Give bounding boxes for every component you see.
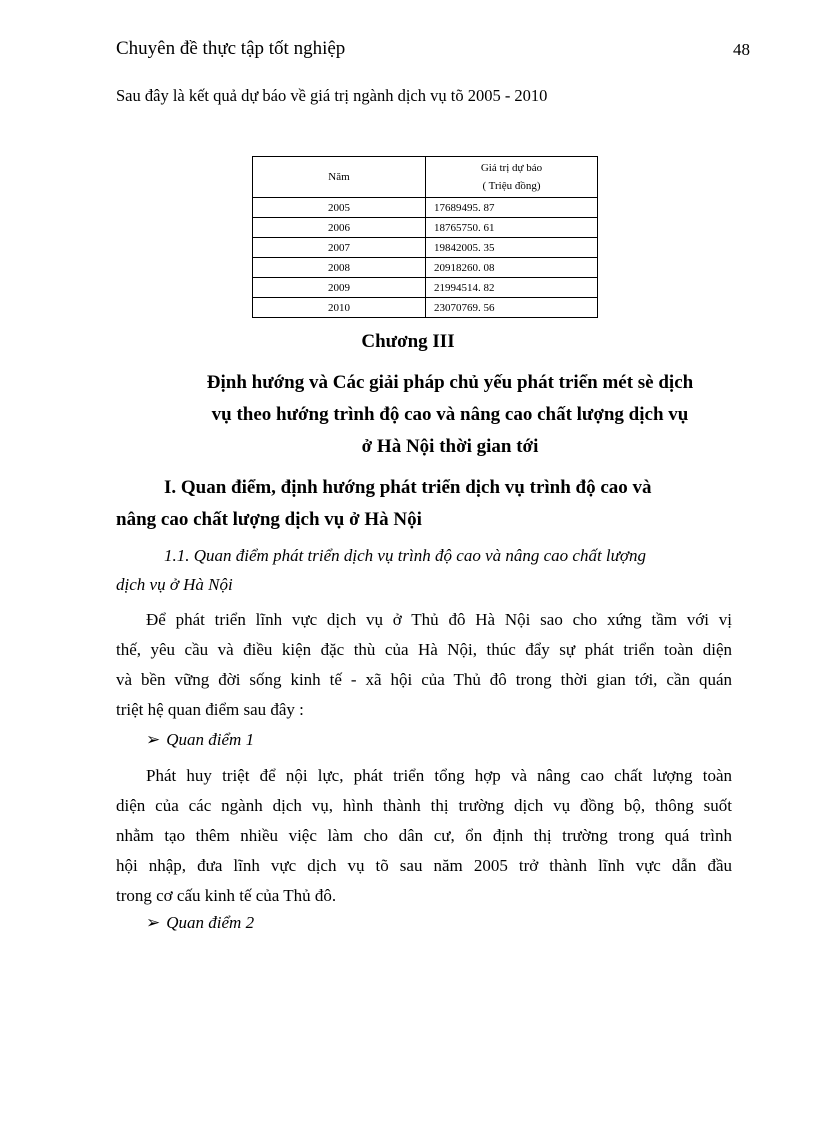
year-cell: 2005 (253, 198, 426, 218)
value-column-header (426, 157, 598, 198)
intro-sentence: Sau đây là kết quả dự báo về giá trị ngành dịch vụ tõ 2005 - 2010 (116, 86, 548, 105)
year-cell: 2006 (253, 218, 426, 238)
chapter-heading: Chương III (361, 331, 455, 352)
section-heading-line1: I. Quan điểm, định hướng phát triển dịch vụ trình độ cao và (164, 477, 652, 498)
paragraph-line: Để phát triển lĩnh vực dịch vụ ở Thủ đô Hà Nội sao cho xứng tầm với vị (146, 610, 732, 629)
table-row (253, 298, 598, 318)
bullet-item-1 (146, 730, 254, 750)
section-heading-line2: nâng cao chất lượng dịch vụ ở Hà Nội (116, 509, 422, 530)
chapter-title-line2: vụ theo hướng trình độ cao và nâng cao chất lượng dịch vụ (211, 404, 689, 425)
year-cell: 2009 (253, 278, 426, 298)
bullet-item-2 (146, 913, 254, 933)
arrow-bullet-icon: ➢ (146, 913, 161, 932)
year-cell: 2008 (253, 258, 426, 278)
value-cell: 23070769. 56 (426, 298, 598, 318)
table-row (253, 238, 598, 258)
subsection-heading-line2: dịch vụ ở Hà Nội (116, 575, 233, 594)
table-row (253, 198, 598, 218)
value-cell: 21994514. 82 (426, 278, 598, 298)
bullet-label: Quan điểm 1 (166, 730, 255, 749)
page-number: 48 (733, 40, 750, 59)
table-row (253, 218, 598, 238)
paragraph-line: và bền vững đời sống kinh tế - xã hội của Thủ đô trong thời gian tới, cần quán (116, 670, 732, 689)
value-header-line1: Giá trị dự báo (480, 162, 543, 174)
paragraph-2 (116, 761, 732, 911)
paragraph-line: Phát huy triệt để nội lực, phát triển tổng hợp và nâng cao chất lượng toàn (146, 766, 732, 785)
chapter-title-line1: Định hướng và Các giải pháp chủ yếu phát triển mét sè dịch (206, 372, 694, 393)
bullet-label: Quan điểm 2 (166, 913, 255, 932)
paragraph-line: diện của các ngành dịch vụ, hình thành thị trường dịch vụ đồng bộ, thông suốt (116, 796, 732, 815)
table-row (253, 278, 598, 298)
paragraph-line: triệt hệ quan điểm sau đây : (116, 700, 304, 719)
value-cell: 20918260. 08 (426, 258, 598, 278)
year-cell: 2010 (253, 298, 426, 318)
forecast-table (252, 156, 598, 318)
table-row (253, 258, 598, 278)
table-header-row (253, 157, 598, 198)
subsection-heading-line1: 1.1. Quan điểm phát triển dịch vụ trình độ cao và nâng cao chất lượng (164, 546, 647, 565)
paragraph-1 (116, 605, 732, 725)
value-cell: 18765750. 61 (426, 218, 598, 238)
value-header-line2: ( Triệu đồng) (482, 180, 541, 192)
chapter-title-line3: ở Hà Nội thời gian tới (361, 436, 539, 457)
value-cell: 17689495. 87 (426, 198, 598, 218)
year-cell: 2007 (253, 238, 426, 258)
paragraph-line: thế, yêu cầu và điều kiện đặc thù của Hà Nội, thúc đẩy sự phát triển toàn diện (116, 640, 732, 659)
year-column-header: Năm (253, 157, 426, 198)
paragraph-line: hội nhập, đưa lĩnh vực dịch vụ tõ sau năm 2005 trở thành lĩnh vực dẫn đầu (116, 856, 732, 875)
value-cell: 19842005. 35 (426, 238, 598, 258)
arrow-bullet-icon: ➢ (146, 730, 161, 749)
header-title: Chuyên đề thực tập tốt nghiệp (116, 38, 346, 59)
paragraph-line: trong cơ cấu kinh tế của Thủ đô. (116, 886, 337, 905)
paragraph-line: nhằm tạo thêm nhiều việc làm cho dân cư, ổn định thị trường trong quá trình (116, 826, 732, 845)
